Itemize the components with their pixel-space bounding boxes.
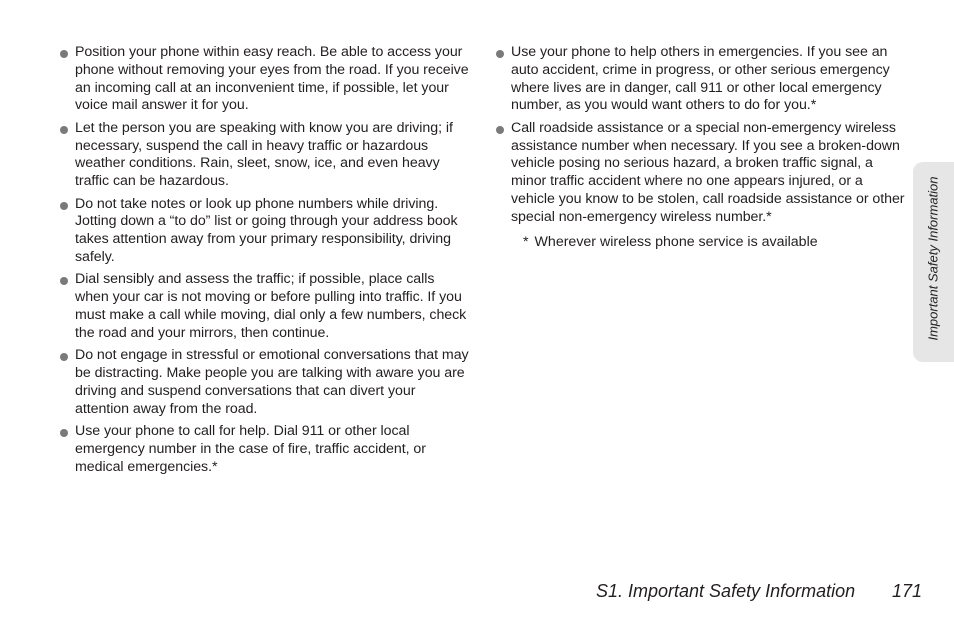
footnote xyxy=(523,234,907,252)
list-item-text: Do not engage in stressful or emotional conversations that may be distracting. Make people you are talking with aware you are driving and suspend conversations that can divert your attention away from the road. xyxy=(75,347,469,417)
list-item-text: Use your phone to help others in emergencies. If you see an auto accident, crime in progress, or other serious emergency where lives are in danger, call 911 or other local emergency number, as you would want others to do for you.* xyxy=(511,44,890,114)
list-item xyxy=(495,120,907,227)
side-tab xyxy=(913,162,954,362)
list-item xyxy=(59,44,471,115)
list-item xyxy=(495,44,907,115)
left-column xyxy=(59,44,471,481)
list-item-text: Dial sensibly and assess the traffic; if possible, place calls when your car is not moving or before pulling into traffic. If you must make a call while moving, dial only a few numbers, check the road and your mirrors, then continue. xyxy=(75,271,467,341)
bullet-icon xyxy=(60,429,68,437)
list-item xyxy=(59,271,471,342)
bullet-icon xyxy=(60,353,68,361)
bullet-icon xyxy=(60,202,68,210)
list-item xyxy=(59,347,471,418)
right-column xyxy=(495,44,907,251)
footer-section-title: S1. Important Safety Information xyxy=(596,581,856,601)
footnote-marker: * xyxy=(523,233,529,250)
list-item xyxy=(59,423,471,476)
list-item xyxy=(59,120,471,191)
page-number: 171 xyxy=(891,581,922,601)
footnote-text: Wherever wireless phone service is available xyxy=(534,233,818,250)
bullet-icon xyxy=(496,50,504,58)
list-item-text: Use your phone to call for help. Dial 911 or other local emergency number in the case of fire, traffic accident, or medical emergencies.* xyxy=(75,422,426,475)
list-item xyxy=(59,196,471,267)
left-bullet-list xyxy=(59,44,471,476)
list-item-text: Do not take notes or look up phone numbers while driving. Jotting down a “to do” list or going through your address book takes attention away from your primary responsibility, driving safely. xyxy=(75,195,458,265)
bullet-icon xyxy=(60,50,68,58)
right-bullet-list xyxy=(495,44,907,227)
bullet-icon xyxy=(60,126,68,134)
list-item-text: Position your phone within easy reach. Be able to access your phone without removing your eyes from the road. If you receive an incoming call at an inconvenient time, if possible, let your voice mail answer it for you. xyxy=(75,44,469,114)
bullet-icon xyxy=(496,126,504,134)
list-item-text: Call roadside assistance or a special non-emergency wireless assistance number when necessary. If you see a broken-down vehicle posing no serious hazard, a broken traffic signal, a minor traffic accident where no one appears injured, or a vehicle you know to be stolen, call roadside assistance or other special non-emergency wireless number.* xyxy=(511,119,905,225)
bullet-icon xyxy=(60,277,68,285)
list-item-text: Let the person you are speaking with know you are driving; if necessary, suspend the call in heavy traffic or hazardous weather conditions. Rain, sleet, snow, ice, and even heavy traffic can be hazardous. xyxy=(75,119,453,190)
side-tab-label: Important Safety Information xyxy=(925,176,941,341)
